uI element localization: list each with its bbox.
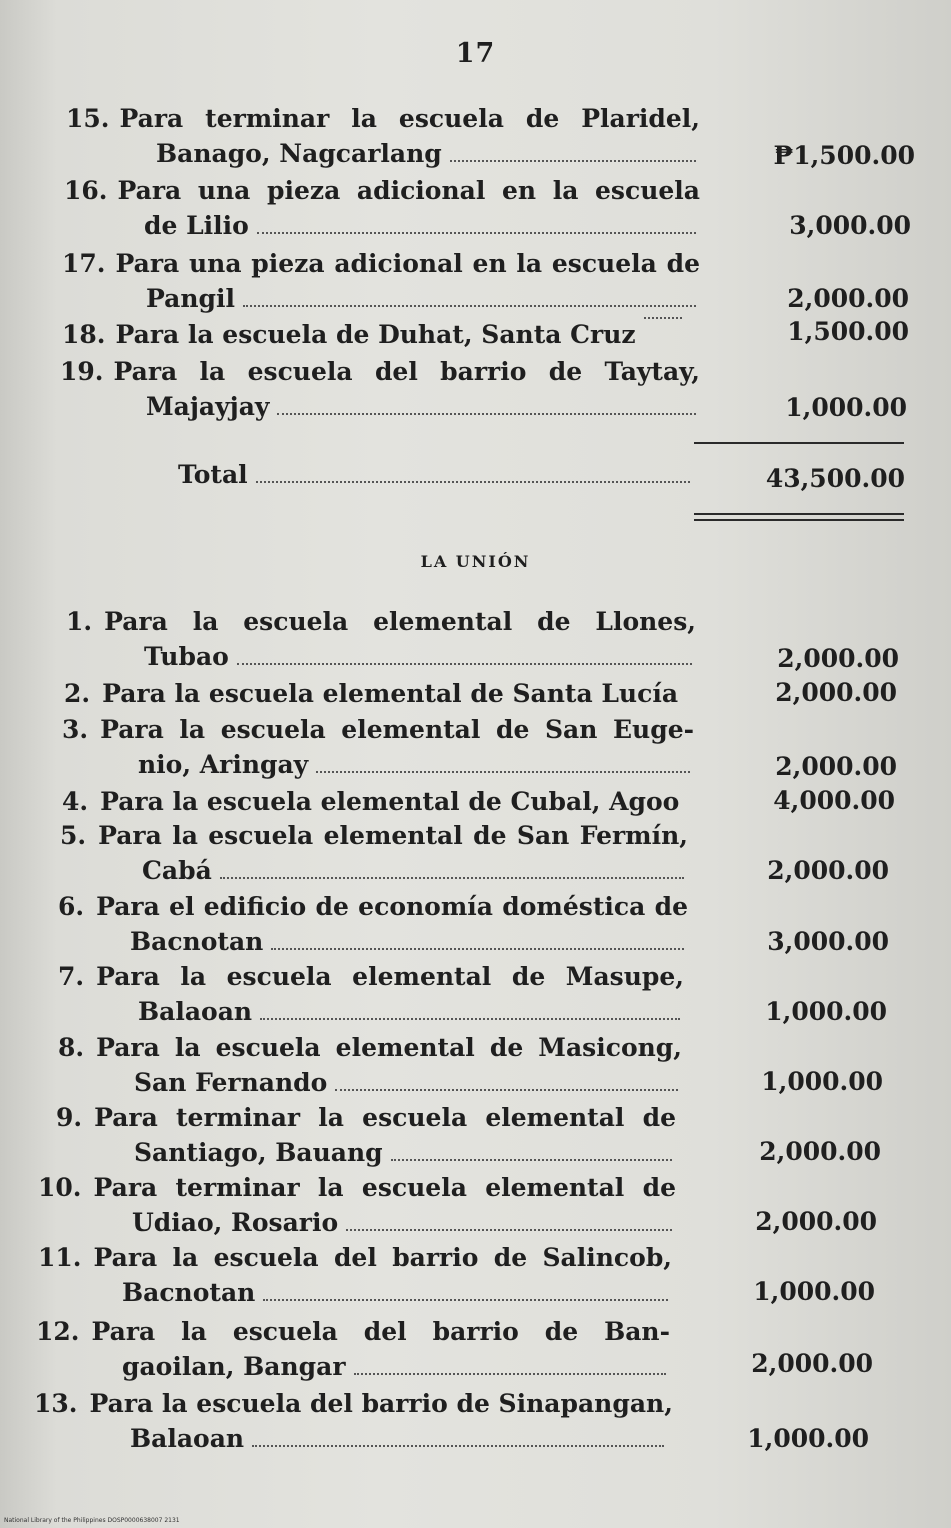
dot-leader — [243, 305, 696, 307]
item-number: 8. — [58, 1033, 85, 1062]
item-text-cont: Majayjay — [146, 392, 270, 421]
item-amount: 2,000.00 — [775, 678, 897, 707]
item-text: Para terminar la escuela elemental de — [93, 1173, 676, 1202]
item-text-cont: Cabá — [142, 856, 212, 885]
item-amount: 1,000.00 — [785, 393, 907, 422]
item-text-cont: San Fernando — [134, 1068, 328, 1097]
list-item — [62, 246, 700, 316]
item-text: Para una pieza adicional en la escuela de — [115, 249, 700, 278]
item-number: 5. — [60, 821, 87, 850]
item-amount: 1,000.00 — [765, 997, 887, 1026]
page-number: 17 — [455, 38, 496, 69]
dot-leader — [263, 1299, 668, 1301]
item-text: Para la escuela del barrio de Salincob, — [93, 1243, 672, 1272]
dot-leader — [391, 1159, 672, 1161]
item-text-cont: gaoilan, Bangar — [122, 1352, 346, 1381]
list-item — [58, 1030, 682, 1100]
item-amount: 2,000.00 — [775, 752, 897, 781]
list-item — [38, 1240, 672, 1310]
item-number: 12. — [36, 1317, 80, 1346]
dot-leader — [335, 1089, 678, 1091]
total-double-rule-bottom — [694, 519, 904, 521]
item-text: Para terminar la escuela de Plaridel, — [119, 104, 700, 133]
section-title: LA UNIÓN — [420, 552, 531, 571]
dot-leader — [271, 948, 684, 950]
item-number: 2. — [64, 679, 91, 708]
item-text: Para la escuela de Duhat, Santa Cruz — [115, 320, 636, 349]
item-text: Para la escuela elemental de Llones, — [104, 607, 696, 636]
item-text: Para la escuela elemental de San Fermín, — [98, 821, 688, 850]
dot-leader — [450, 160, 696, 162]
item-number: 1. — [66, 607, 93, 636]
item-amount: 2,000.00 — [751, 1349, 873, 1378]
item-text: Para la escuela del barrio de Sinapangan, — [89, 1389, 673, 1418]
list-item — [58, 889, 688, 959]
list-item — [66, 101, 700, 171]
item-text-cont: Bacnotan — [122, 1278, 256, 1307]
item-amount: 3,000.00 — [789, 211, 911, 240]
item-number: 4. — [62, 787, 89, 816]
item-number: 7. — [58, 962, 85, 991]
item-number: 9. — [56, 1103, 83, 1132]
dot-leader — [644, 317, 682, 319]
item-text: Para la escuela del barrio de Taytay, — [113, 357, 700, 386]
dot-leader — [354, 1373, 667, 1375]
dot-leader — [257, 232, 696, 234]
subtotal-rule — [694, 442, 904, 444]
item-amount: 1,500.00 — [787, 317, 909, 346]
list-item — [56, 1100, 676, 1170]
item-amount: 1,000.00 — [753, 1277, 875, 1306]
item-text-cont: de Lilio — [144, 211, 249, 240]
item-text-cont: Pangil — [146, 284, 235, 313]
item-text-cont: Balaoan — [138, 997, 253, 1026]
item-amount: 2,000.00 — [755, 1207, 877, 1236]
item-text: Para la escuela elemental de Masicong, — [96, 1033, 682, 1062]
item-number: 19. — [60, 357, 104, 386]
item-amount: 1,000.00 — [761, 1067, 883, 1096]
item-text: Para la escuela elemental de Masupe, — [96, 962, 684, 991]
dot-leader — [316, 771, 690, 773]
item-number: 16. — [64, 176, 108, 205]
total-label: Total — [178, 460, 248, 489]
item-amount: 1,000.00 — [747, 1424, 869, 1453]
item-text-cont: Udiao, Rosario — [132, 1208, 339, 1237]
list-item — [34, 1386, 673, 1456]
list-item — [62, 784, 694, 819]
item-number: 13. — [34, 1389, 78, 1418]
item-text: Para la escuela del barrio de Ban- — [91, 1317, 670, 1346]
item-amount: 3,000.00 — [767, 927, 889, 956]
total-amount: 43,500.00 — [765, 464, 905, 493]
item-text-cont: Banago, Nagcarlang — [156, 139, 442, 168]
item-number: 10. — [38, 1173, 82, 1202]
item-amount: 4,000.00 — [773, 786, 895, 815]
item-text-cont: Bacnotan — [130, 927, 264, 956]
dot-leader — [220, 877, 684, 879]
item-number: 11. — [38, 1243, 82, 1272]
footer-watermark: National Library of the Philippines DOSP0000638007 2131 — [4, 1517, 180, 1524]
list-item — [62, 712, 694, 782]
dot-leader — [256, 481, 690, 483]
item-text: Para una pieza adicional en la escuela — [117, 176, 700, 205]
item-number: 17. — [62, 249, 106, 278]
item-text: Para la escuela elemental de Santa Lucía — [102, 679, 679, 708]
list-item — [66, 604, 696, 674]
dot-leader — [237, 663, 692, 665]
dot-leader — [252, 1445, 664, 1447]
item-text-cont: nio, Aringay — [138, 750, 309, 779]
item-text: Para la escuela elemental de Cubal, Agoo — [100, 787, 680, 816]
item-amount: 2,000.00 — [759, 1137, 881, 1166]
list-item — [58, 959, 684, 1029]
dot-leader — [346, 1229, 672, 1231]
item-number: 18. — [62, 320, 106, 349]
item-amount: 2,000.00 — [767, 856, 889, 885]
item-number: 15. — [66, 104, 110, 133]
item-text-cont: Tubao — [144, 642, 229, 671]
list-item — [38, 1170, 676, 1240]
total-row — [178, 460, 694, 490]
item-text-cont: Balaoan — [130, 1424, 245, 1453]
item-text: Para la escuela elemental de San Euge- — [100, 715, 694, 744]
list-item — [60, 354, 700, 424]
item-amount: ₱1,500.00 — [773, 141, 915, 170]
list-item — [64, 676, 696, 711]
item-amount: 2,000.00 — [787, 284, 909, 313]
item-text: Para el edificio de economía doméstica de — [96, 892, 688, 921]
dot-leader — [277, 413, 696, 415]
item-amount: 2,000.00 — [777, 644, 899, 673]
item-number: 3. — [62, 715, 89, 744]
list-item — [60, 818, 688, 888]
item-number: 6. — [58, 892, 85, 921]
item-text-cont: Santiago, Bauang — [134, 1138, 383, 1167]
total-double-rule-top — [694, 513, 904, 515]
item-text: Para terminar la escuela elemental de — [94, 1103, 676, 1132]
list-item — [62, 317, 686, 352]
list-item — [64, 173, 700, 243]
dot-leader — [260, 1018, 680, 1020]
list-item — [36, 1314, 670, 1384]
